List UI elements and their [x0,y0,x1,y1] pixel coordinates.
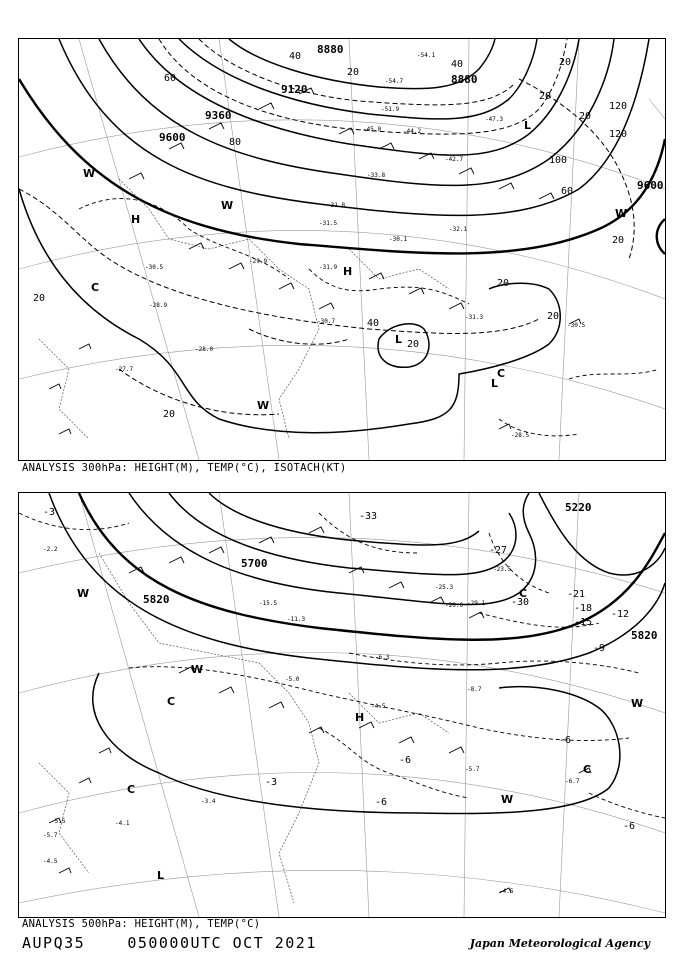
height-label: 9120 [281,83,308,96]
station-labels [43,546,580,895]
isotherm-label: -3 [265,777,278,788]
isotach-label: 20 [547,311,560,322]
agency-credit: Japan Meteorological Agency [469,937,650,950]
station-label: -11.3 [287,616,306,623]
temp-label: -30.5 [145,264,164,271]
isotach-label: 40 [367,318,380,329]
temp-label: -32.1 [449,226,468,233]
temp-label: -54.7 [385,78,404,85]
temp-label: -27.7 [115,366,134,373]
station-label: -15.5 [259,600,278,607]
pressure-system-letter: W [83,167,96,180]
temp-label: -44.2 [403,128,422,135]
caption-300hpa: ANALYSIS 300hPa: HEIGHT(M), TEMP(°C), ISOTACH(KT) [22,462,347,474]
isotach-label: 20 [163,409,176,420]
station-label: -4.5 [43,858,58,865]
height-label: 5700 [241,557,268,570]
temp-label: -31.3 [465,314,484,321]
pressure-system-letter: W [257,399,270,412]
coastlines [39,179,449,439]
isotach-label: 20 [407,339,420,350]
height-label: 8880 [317,43,344,56]
pressure-system-letter: W [501,793,514,806]
station-label: -6.7 [565,778,580,785]
pressure-system-letter: L [395,333,403,346]
height-label: 9600 [637,179,664,192]
wind-barbs [49,527,591,893]
station-label: -4.5 [371,703,386,710]
temp-label: -30.5 [567,322,586,329]
pressure-system-letter: W [631,697,644,710]
isotherm-label: -21 [567,589,586,600]
chart-code: AUPQ35 [22,934,86,952]
pressure-system-letter: L [491,377,499,390]
height-label: 5820 [631,629,658,642]
height-label: 5220 [565,501,592,514]
height-label: 9360 [205,109,232,122]
temp-label: -45.0 [363,126,382,133]
pressure-system-letter: H [343,265,353,278]
station-label: -5.7 [43,832,58,839]
isotach-label: 120 [609,129,628,140]
pressure-system-letter: H [131,213,141,226]
temp-label: -28.0 [195,346,214,353]
isotach-label: 20 [612,235,625,246]
isotach-label: 20 [539,91,552,102]
station-label: -3.4 [201,798,216,805]
pressure-system-letter: W [615,207,628,220]
isotherm-label: -30 [511,597,530,608]
station-label: -4.1 [115,820,130,827]
chart-datetime: 050000UTC OCT 2021 [127,934,317,952]
pressure-system-letter: C [583,763,592,776]
temp-label: -31.5 [319,220,338,227]
graticule [19,39,665,460]
temp-label: -29.9 [249,258,268,265]
isotach-label: 40 [289,51,302,62]
isotach-label: 80 [229,137,242,148]
temp-label: -31.9 [319,264,338,271]
map-500hpa-canvas [19,493,665,917]
pressure-system-letter: C [127,783,136,796]
station-label: -20.0 [445,602,464,609]
map-300hpa-canvas [19,39,665,460]
isotach-label: 20 [497,278,510,289]
isotherm-label: -15 [574,617,593,628]
station-label: -5.5 [51,818,66,825]
isotach-label: 20 [559,57,572,68]
pressure-system-letter: L [524,119,532,132]
station-label: -5.0 [285,676,300,683]
temp-label: -30.1 [389,236,408,243]
station-label: -23.5 [493,566,512,573]
isotherm-label: -33 [359,511,378,522]
temp-label: -54.1 [417,52,436,59]
isotach-labels [33,51,627,420]
isotach-label: 60 [164,73,177,84]
chart-identifier [22,934,317,952]
height-contours [19,39,665,254]
pressure-system-letter: C [91,281,100,294]
temp-label: -42.7 [445,156,464,163]
station-label: -4.5 [499,888,514,895]
temp-label: -31.8 [327,202,346,209]
temp-label: -51.9 [381,106,400,113]
temp-label: -47.3 [485,116,504,123]
isotherms [19,513,665,818]
pressure-system-letter: W [221,199,234,212]
isotherm-label: -6 [559,735,572,746]
isotach-label: 20 [33,293,46,304]
pressure-system-letter: C [167,695,176,708]
pressure-system-letter: C [519,587,528,600]
station-label: -25.3 [435,584,454,591]
graticule [19,493,665,917]
analysis-300hpa-map [18,38,666,461]
jet-axis-contour [19,189,560,433]
pressure-system-letter: W [77,587,90,600]
station-label: -8.7 [467,686,482,693]
station-label: -5.7 [465,766,480,773]
station-label: -6.3 [375,654,390,661]
temp-label: -33.8 [367,172,386,179]
height-label: 5820 [143,593,170,606]
isotach-label: 40 [451,59,464,70]
temp-label: -30.7 [317,318,336,325]
isotach-label: 100 [549,155,568,166]
temp-label: -28.5 [511,432,530,439]
isotach-label: 20 [347,67,360,78]
temperature-labels [115,52,585,439]
isotach-label: 20 [579,111,592,122]
isotherm-label: -12 [611,609,630,620]
isotherm-label: -6 [399,755,412,766]
height-label: 9600 [159,131,186,144]
pressure-system-letter: W [191,663,204,676]
isotherm-label: -6 [623,821,636,832]
isotach-label: 120 [609,101,628,112]
pressure-system-letter: L [157,869,165,882]
height-label: 8880 [451,73,478,86]
isotherm-label: -27 [489,545,508,556]
isotherm-label: -3 [43,507,56,518]
wind-barbs [49,88,581,434]
analysis-500hpa-map [18,492,666,918]
station-label: -2.2 [43,546,58,553]
isotherm-label: -9 [593,643,606,654]
isotherm-label: -6 [375,797,388,808]
station-label: -29.1 [467,600,486,607]
isotach-label: 60 [561,186,574,197]
temp-label: -28.9 [149,302,168,309]
caption-500hpa: ANALYSIS 500hPa: HEIGHT(M), TEMP(°C) [22,918,261,930]
pressure-system-letter: H [355,711,365,724]
pressure-system-letter: C [497,367,506,380]
isotherm-label: -18 [574,603,593,614]
